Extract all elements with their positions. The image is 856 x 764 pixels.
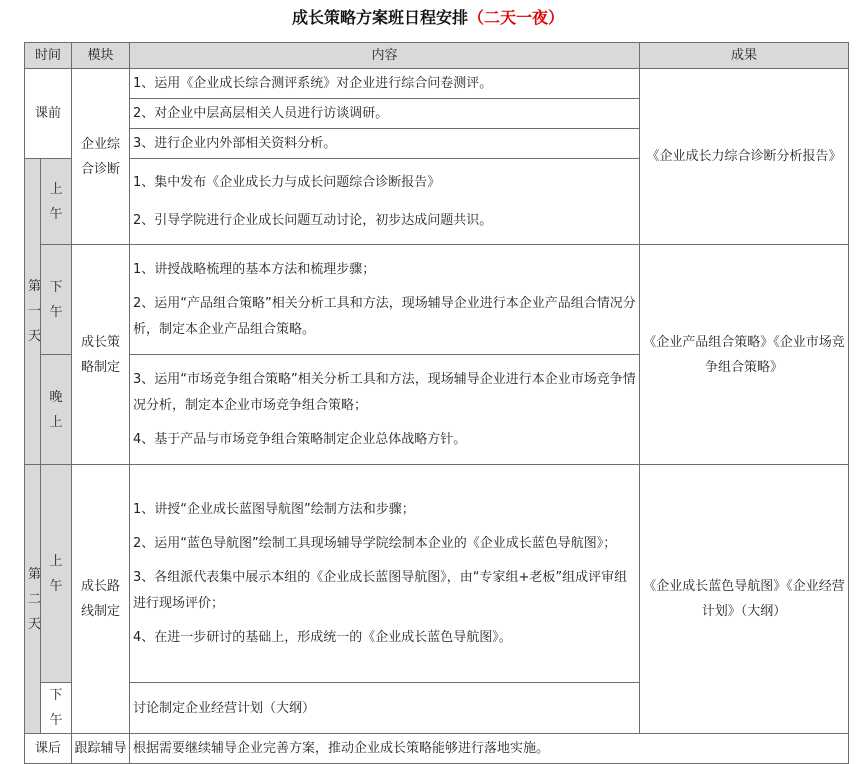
time-day2-morning: 上午 (41, 465, 72, 683)
content-d2am-1: 1、讲授“企业成长蓝图导航图”绘制方法和步骤； (133, 501, 415, 517)
time-day1: 第一天 (25, 159, 41, 465)
content-d1pm-1: 1、讲授战略梳理的基本方法和梳理步骤； (133, 261, 376, 277)
result-strategy: 《企业产品组合策略》《企业市场竞争组合策略》 (640, 245, 849, 465)
content-pre-1: 1、运用《企业成长综合测评系统》对企业进行综合问卷测评。 (130, 69, 640, 99)
content-d2am-4: 4、在进一步研讨的基础上，形成统一的《企业成长蓝色导航图》。 (133, 629, 512, 645)
module-diagnosis: 企业综合诊断 (72, 69, 130, 245)
time-day2-afternoon: 下午 (41, 683, 72, 734)
content-d2am-2: 2、运用“蓝色导航图”绘制工具现场辅导学院绘制本企业的《企业成长蓝色导航图》； (133, 535, 617, 551)
time-day2: 第二天 (25, 465, 41, 734)
content-post-1: 根据需要继续辅导企业完善方案，推动企业成长策略能够进行落地实施。 (130, 734, 849, 764)
table-row (25, 245, 849, 355)
result-diagnosis: 《企业成长力综合诊断分析报告》 (640, 69, 849, 245)
content-day2-morning (130, 465, 640, 683)
content-d1pm-2: 2、运用“产品组合策略”相关分析工具和方法，现场辅导企业进行本企业产品组合情况分析，制定本企业产品组合策略。 (133, 295, 636, 337)
content-day1-afternoon (130, 245, 640, 355)
content-pre-3: 3、进行企业内外部相关资料分析。 (130, 129, 640, 159)
header-row (25, 43, 849, 69)
time-pre: 课前 (25, 69, 72, 159)
module-follow: 跟踪辅导 (72, 734, 130, 764)
content-day1-morning (130, 159, 640, 245)
time-post: 课后 (25, 734, 72, 764)
time-day1-morning: 上午 (41, 159, 72, 245)
time-day1-afternoon: 下午 (41, 245, 72, 355)
result-roadmap: 《企业成长蓝色导航图》《企业经营计划》（大纲） (640, 465, 849, 734)
content-pre-2: 2、对企业中层高层相关人员进行访谈调研。 (130, 99, 640, 129)
page-title (0, 6, 856, 30)
header-result: 成果 (640, 43, 849, 69)
content-d1am-2: 2、引导学院进行企业成长问题互动讨论，初步达成问题共识。 (133, 212, 493, 228)
header-time: 时间 (25, 43, 72, 69)
table-row (25, 465, 849, 683)
module-strategy: 成长策略制定 (72, 245, 130, 465)
time-day1-evening: 晚上 (41, 355, 72, 465)
table-row (25, 69, 849, 99)
title-main: 成长策略方案班日程安排 (291, 8, 468, 27)
title-highlight: （二天一夜） (468, 8, 565, 27)
content-d1ev-3: 3、运用“市场竞争组合策略”相关分析工具和方法，现场辅导企业进行本企业市场竞争情况分析，制定本企业市场竞争组合策略； (133, 371, 636, 413)
content-d1ev-4: 4、基于产品与市场竞争组合策略制定企业总体战略方针。 (133, 431, 467, 447)
content-d2am-3: 3、各组派代表集中展示本组的《企业成长蓝图导航图》，由“专家组+老板”组成评审组进行现场评价； (133, 569, 628, 611)
table-row (25, 734, 849, 764)
module-roadmap: 成长路线制定 (72, 465, 130, 734)
schedule-table (24, 42, 849, 764)
content-d2pm-1: 讨论制定企业经营计划（大纲） (130, 683, 640, 734)
header-content: 内容 (130, 43, 640, 69)
content-day1-evening (130, 355, 640, 465)
header-module: 模块 (72, 43, 130, 69)
content-d1am-1: 1、集中发布《企业成长力与成长问题综合诊断报告》 (133, 174, 441, 190)
